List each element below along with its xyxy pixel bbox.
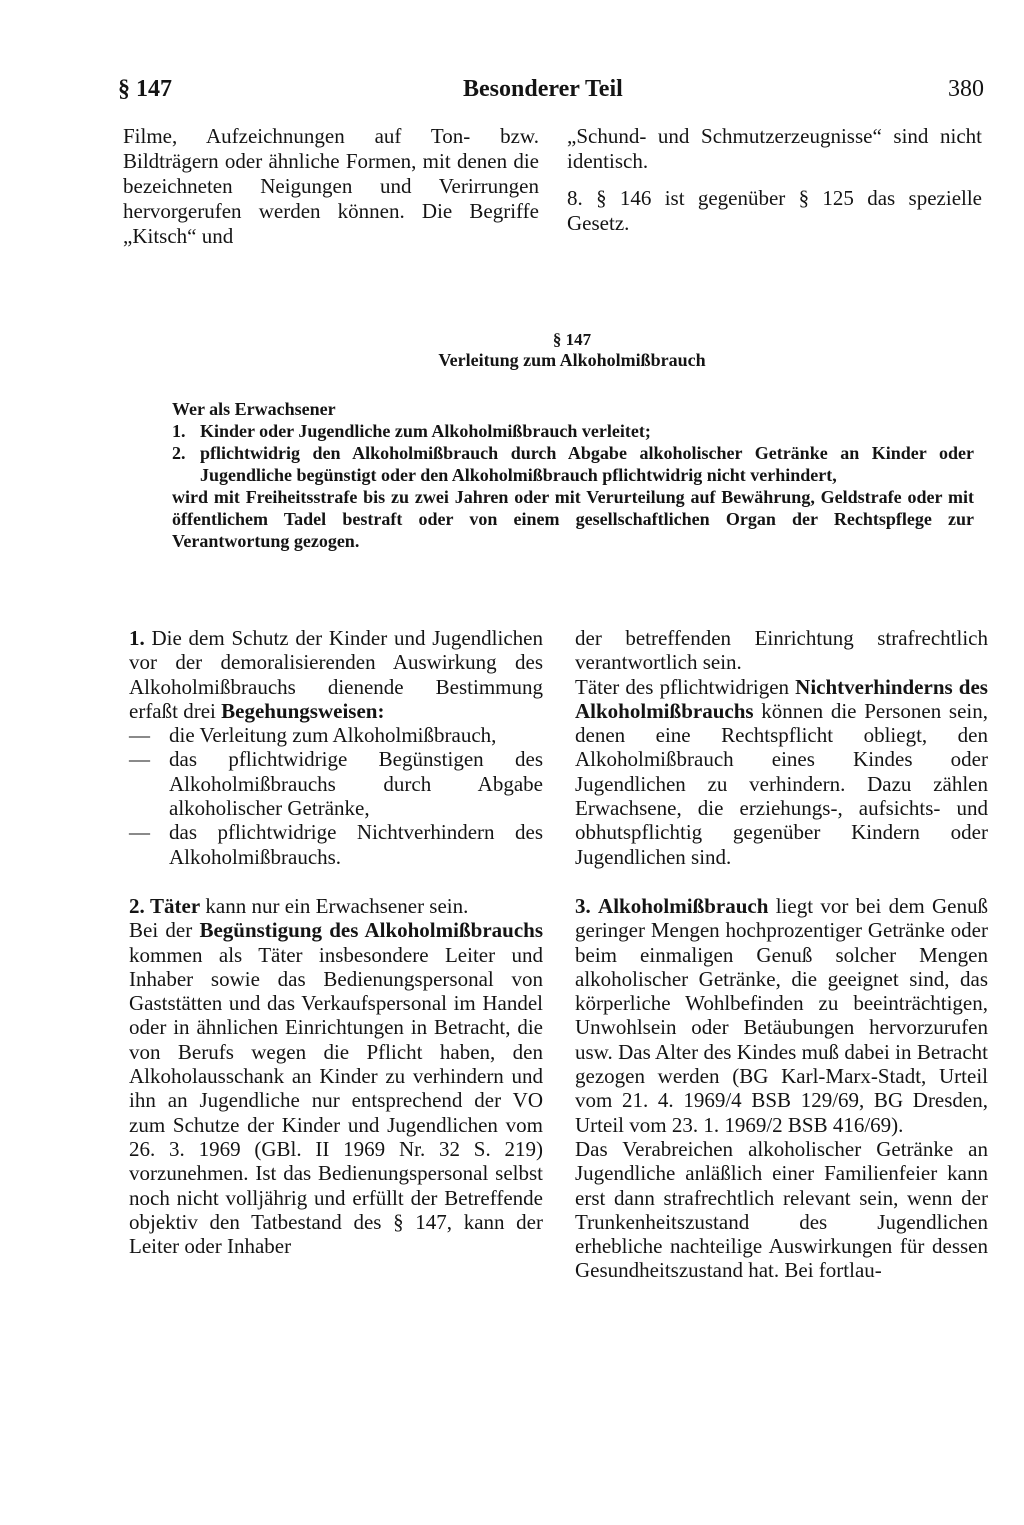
paragraph-spacer bbox=[129, 869, 543, 894]
dash-list-text: die Verleitung zum Alkoholmißbrauch, bbox=[169, 723, 497, 748]
statute-intro: Wer als Erwachsener bbox=[172, 399, 336, 419]
statute-item-number: 1. bbox=[172, 421, 186, 441]
bold-term: Nichtverhinderns des Alkoholmißbrauchs bbox=[575, 674, 988, 723]
bold-term: Alkoholmißbrauch bbox=[598, 893, 769, 918]
paragraph-text: können die Personen sein, denen eine Rechtspflicht obliegt, den Alkoholmißbrauch eines Kindes oder Jugendlichen zu verhindern. Dazu zählen Erwachsene, die erziehungs-, aufsichts- und obhutspflichtig gegenüber Kindern oder Jugendlichen sind. bbox=[575, 698, 988, 869]
commentary-paragraph-2d bbox=[575, 675, 988, 869]
section-number: § 147 bbox=[552, 330, 592, 349]
commentary-paragraph-3 bbox=[575, 894, 988, 1137]
statute-item bbox=[172, 420, 974, 442]
section-title: Verleitung zum Alkoholmißbrauch bbox=[438, 350, 706, 370]
paragraph-text: liegt vor bei dem Genuß geringer Mengen hochprozentiger Getränke oder beim einmaligen Genuß solcher Mengen alkoholischer Getränke, die geeignet sind, das körperliche Wohlbefinden zu beeinträchtigen, Unwohlsein oder Betäubungen hervorzurufen usw. Das Alter des Kindes muß dabei in Betracht gezogen werden (BG Karl-Marx-Stadt, Urteil vom 21. 4. 1969/4 BSB 129/69, BG Dresden, Urteil vom 23. 1. 1969/2 BSB 416/69). bbox=[575, 893, 988, 1137]
paragraph-text: Bei der bbox=[129, 918, 200, 943]
dash-marker: — bbox=[129, 723, 150, 748]
commentary-paragraph-1 bbox=[129, 626, 543, 723]
bold-term: Begünstigung des Alkoholmißbrauchs bbox=[199, 918, 543, 943]
paragraph-text: kann nur ein Erwachsener sein. bbox=[200, 893, 469, 918]
paragraph-number: 2. bbox=[129, 893, 145, 918]
bold-term: Begehungsweisen: bbox=[221, 698, 385, 723]
statute-item bbox=[172, 442, 974, 486]
bold-term: Täter bbox=[150, 893, 201, 918]
paragraph-text: Täter des pflichtwidrigen bbox=[575, 674, 796, 699]
statute-text bbox=[172, 398, 974, 552]
dash-list-text: das pflichtwidrige Nichtverhindern des Alkoholmißbrauchs. bbox=[169, 820, 543, 869]
commentary-paragraph-3b: Das Verabreichen alkoholischer Getränke an Jugendliche anläßlich einer Familienfeier kann erst dann strafrechtlich relevant sein, wenn der Trunkenheitszustand des Jugendlichen erhebliche nachteilige Auswirkungen für dessen Gesundheitszustand hat. Bei fortlau- bbox=[575, 1136, 988, 1283]
commentary-left-column bbox=[129, 626, 543, 1258]
paragraph-text: Die dem Schutz der Kinder und Jugendlichen vor der demoralisierenden Auswirkung des Alkoholmißbrauchs dienende Bestimmung erfaßt drei bbox=[129, 626, 543, 723]
dash-list-item bbox=[129, 723, 543, 747]
carryover-paragraph-end: „Schund- und Schmutzerzeugnisse“ sind nicht identisch. bbox=[567, 124, 982, 173]
statute-item-text: Kinder oder Jugendliche zum Alkoholmißbrauch verleitet; bbox=[200, 421, 651, 441]
carryover-paragraph: Filme, Aufzeichnungen auf Ton- bzw. Bildträgern oder ähnliche Formen, mit denen die bezeichneten Neigungen und Verirrungen hervorgerufen werden können. Die Begriffe „Kitsch“ und bbox=[123, 124, 539, 248]
header-section-number: § 147 bbox=[118, 76, 172, 102]
paragraph-text: kommen als Täter insbesondere Leiter und Inhaber sowie das Bedienungspersonal von Gaststätten und das Verkaufspersonal im Handel oder in ähnlichen Einrichtungen in Betracht, die von Berufs wegen die Pflicht haben, den Alkoholausschank an Kinder zu verhindern und ihn an Jugendliche nur entsprechend der VO zum Schutze der Kinder und Jugendlichen vom 26. 3. 1969 (GBl. II 1969 Nr. 32 S. 219) vorzunehmen. Ist das Bedienungspersonal selbst noch nicht volljährig und erfüllt der Betreffende objektiv den Tatbestand des § 147, kann der Leiter oder Inhaber bbox=[129, 942, 543, 1259]
commentary-paragraph-2b bbox=[129, 918, 543, 1258]
dash-list-text: das pflichtwidrige Begünstigen des Alkoholmißbrauchs durch Abgabe alkoholischer Getränke, bbox=[169, 747, 543, 821]
running-header bbox=[118, 76, 984, 110]
dash-marker: — bbox=[129, 747, 150, 772]
commentary-paragraph-2 bbox=[129, 894, 543, 918]
paragraph-number: 1. bbox=[129, 626, 145, 650]
statute-closing: wird mit Freiheitsstrafe bis zu zwei Jahren oder mit Verurteilung auf Bewährung, Geldstrafe oder mit öffentlichem Tadel bestraft oder von einem gesellschaftlichen Organ der Rechtspflege zur Verantwortung gezogen. bbox=[172, 487, 974, 551]
dash-marker: — bbox=[129, 820, 150, 845]
page-number: 380 bbox=[948, 76, 984, 102]
statute-item-number: 2. bbox=[172, 443, 186, 463]
dash-list-item bbox=[129, 747, 543, 820]
top-left-column bbox=[123, 124, 539, 249]
top-right-column bbox=[567, 124, 982, 236]
dash-list-item bbox=[129, 820, 543, 869]
commentary-right-column bbox=[575, 626, 988, 1283]
note-8-paragraph: 8. § 146 ist gegenüber § 125 das spezielle Gesetz. bbox=[567, 186, 982, 235]
paragraph-number: 3. bbox=[575, 893, 591, 918]
commentary-paragraph-2c: der betreffenden Einrichtung strafrechtlich verantwortlich sein. bbox=[575, 626, 988, 675]
statute-item-text: pflichtwidrig den Alkoholmißbrauch durch Abgabe alkoholischer Getränke an Kinder oder Jugendliche begünstigt oder den Alkoholmißbrauch pflichtwidrig nicht verhindert, bbox=[200, 443, 974, 485]
header-title: Besonderer Teil bbox=[463, 76, 623, 102]
paragraph-spacer bbox=[575, 869, 988, 894]
